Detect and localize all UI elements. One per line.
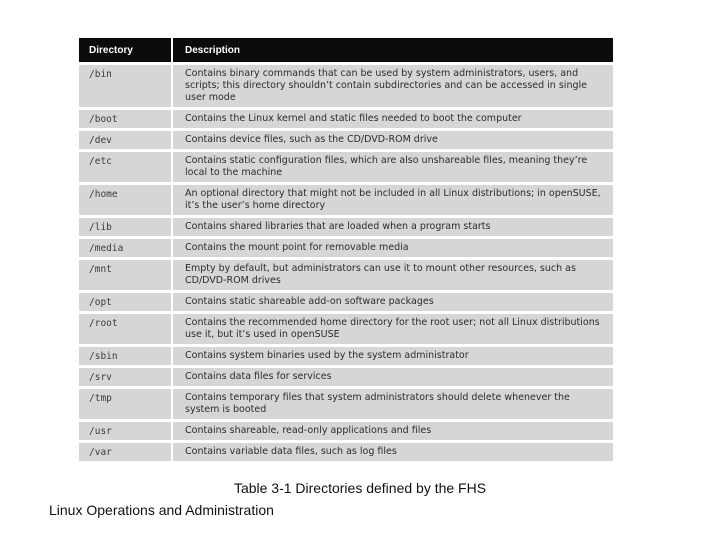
table-row xyxy=(79,182,613,215)
directory-cell: /etc xyxy=(79,149,171,182)
table-row xyxy=(79,290,613,311)
description-cell: Empty by default, but administrators can use it to mount other resources, such as CD/DVD-ROM drives xyxy=(171,257,613,290)
directory-cell: /usr xyxy=(79,419,171,440)
table-row xyxy=(79,215,613,236)
description-cell: Contains data files for services xyxy=(171,365,613,386)
directory-cell: /sbin xyxy=(79,344,171,365)
table-row xyxy=(79,365,613,386)
description-cell: An optional directory that might not be included in all Linux distributions; in openSUSE, it’s the user’s home directory xyxy=(171,182,613,215)
table-row xyxy=(79,257,613,290)
footer-text: Linux Operations and Administration xyxy=(49,502,274,518)
table-row xyxy=(79,62,613,107)
table-row xyxy=(79,419,613,440)
directory-cell: /boot xyxy=(79,107,171,128)
description-cell: Contains device files, such as the CD/DVD-ROM drive xyxy=(171,128,613,149)
table-row xyxy=(79,149,613,182)
directory-cell: /srv xyxy=(79,365,171,386)
description-cell: Contains static configuration files, which are also unshareable files, meaning they’re local to the machine xyxy=(171,149,613,182)
directory-cell: /media xyxy=(79,236,171,257)
fhs-directory-table xyxy=(79,38,613,461)
description-cell: Contains the Linux kernel and static files needed to boot the computer xyxy=(171,107,613,128)
table-row xyxy=(79,236,613,257)
directory-cell: /mnt xyxy=(79,257,171,290)
header-directory: Directory xyxy=(79,38,171,62)
table-header-row xyxy=(79,38,613,62)
description-cell: Contains variable data files, such as log files xyxy=(171,440,613,461)
table-row xyxy=(79,107,613,128)
description-cell: Contains temporary files that system administrators should delete whenever the system is booted xyxy=(171,386,613,419)
table-caption: Table 3-1 Directories defined by the FHS xyxy=(233,480,487,496)
description-cell: Contains shared libraries that are loaded when a program starts xyxy=(171,215,613,236)
directory-cell: /home xyxy=(79,182,171,215)
directory-cell: /tmp xyxy=(79,386,171,419)
description-cell: Contains static shareable add-on software packages xyxy=(171,290,613,311)
directory-cell: /dev xyxy=(79,128,171,149)
directory-cell: /opt xyxy=(79,290,171,311)
description-cell: Contains shareable, read-only applications and files xyxy=(171,419,613,440)
description-cell: Contains the recommended home directory for the root user; not all Linux distributions use it, but it’s used in openSUSE xyxy=(171,311,613,344)
table-row xyxy=(79,128,613,149)
table-row xyxy=(79,311,613,344)
header-description: Description xyxy=(171,38,613,62)
table-row xyxy=(79,344,613,365)
table-body xyxy=(79,62,613,461)
directory-cell: /root xyxy=(79,311,171,344)
description-cell: Contains binary commands that can be used by system administrators, users, and scripts; this directory shouldn’t contain subdirectories and can be accessed in single user mode xyxy=(171,62,613,107)
table-row xyxy=(79,386,613,419)
table-row xyxy=(79,440,613,461)
directory-cell: /lib xyxy=(79,215,171,236)
description-cell: Contains system binaries used by the system administrator xyxy=(171,344,613,365)
description-cell: Contains the mount point for removable media xyxy=(171,236,613,257)
directory-cell: /var xyxy=(79,440,171,461)
directory-cell: /bin xyxy=(79,62,171,107)
